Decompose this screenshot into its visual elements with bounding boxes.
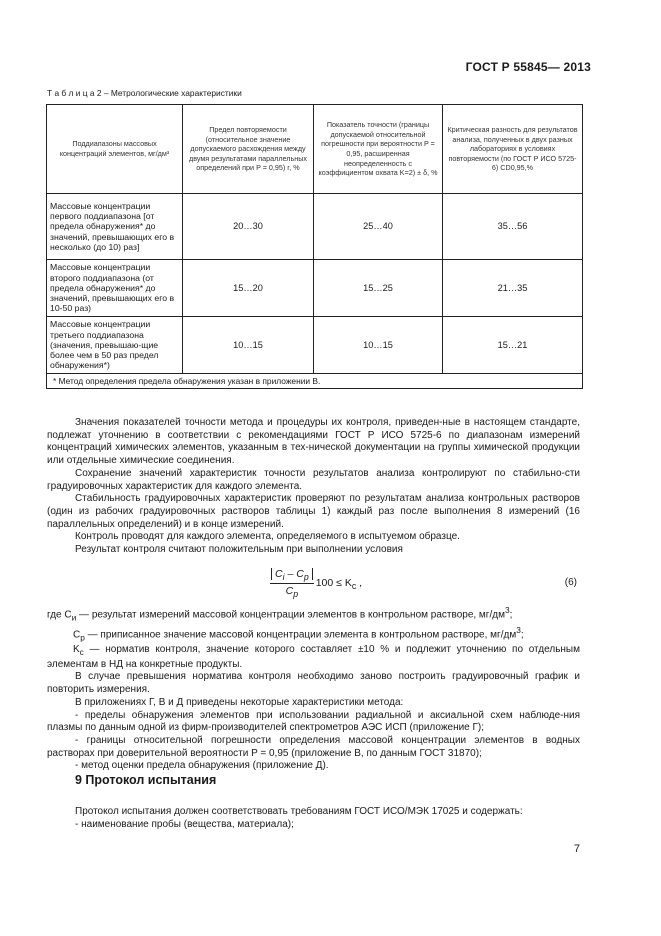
row-label: Массовые концентрации первого поддиапазона [от предела обнаружения* до значений, превышающих его в несколько (до 10) раз] xyxy=(47,194,183,260)
cell-repeatability: 15…20 xyxy=(183,260,314,317)
definition-text: — приписанное значение массовой концентрации элемента в контрольном растворе, мг/дм xyxy=(84,629,517,641)
formula-6 xyxy=(270,568,362,599)
definition-line xyxy=(47,604,580,624)
formula-text: 100 ≤ K xyxy=(315,576,352,589)
table-caption: Т а б л и ц а 2 – Метрологические характеристики xyxy=(47,88,242,98)
formula-subscript: p xyxy=(303,572,309,583)
formula-numerator xyxy=(270,568,314,584)
paragraph: Стабильность градуировочных характеристик проверяют по результатам анализа контрольных растворов (один из рабочих градуировочных растворов таблицы 1) каждый раз после выполнения 8 измерений (16 параллельных определений) и в конце измерений. xyxy=(47,493,580,530)
col-header-ranges: Поддиапазоны массовых концентраций элементов, мг/дм³ xyxy=(47,105,183,194)
paragraph: В случае превышения норматива контроля необходимо заново построить градуировочный график и повторить измерения. xyxy=(47,671,580,696)
metrology-table xyxy=(46,104,583,389)
row-label: Массовые концентрации второго поддиапазона (от предела обнаружения* до значений, превышающих его в 10-50 раз) xyxy=(47,260,183,317)
paragraph: Результат контроля считают положительным при выполнении условия xyxy=(75,544,403,556)
list-item: - метод оценки предела обнаружения (приложение Д). xyxy=(75,760,329,772)
formula-number: (6) xyxy=(564,577,577,588)
definition-line xyxy=(47,624,580,644)
definition-superscript: 3 xyxy=(504,605,510,615)
cell-repeatability: 10…15 xyxy=(183,317,314,374)
list-item: - наименование пробы (вещества, материала); xyxy=(75,818,294,830)
col-header-critical-difference: Критическая разность для результатов анализа, полученных в двух разных лабораториях в условиях повторяемости (по ГОСТ Р ИСО 5725-6) CD0,95,% xyxy=(443,105,583,194)
row-label: Массовые концентрации третьего поддиапазона (значения, превышаю-щие более чем в 50 раз предел обнаружения*) xyxy=(47,317,183,374)
paragraph: Протокол испытания должен соответствовать требованиям ГОСТ ИСО/МЭК 17025 и содержать: xyxy=(75,806,523,817)
col-header-accuracy: Показатель точности (границы допускаемой относительной погрешности при вероятности P = 0,95, расширенная неопределенность с коэффициентом охвата K=2) ± δ, % xyxy=(314,105,443,194)
document-header: ГОСТ Р 55845— 2013 xyxy=(465,60,591,74)
body-text-block-3 xyxy=(47,806,580,831)
paragraph: В приложениях Г, В и Д приведены некоторые характеристики метода: xyxy=(75,696,404,708)
definition-line xyxy=(47,644,580,671)
cell-critical-difference: 21…35 xyxy=(443,260,583,317)
definition-text: ; xyxy=(509,609,513,621)
cell-critical-difference: 35…56 xyxy=(443,194,583,260)
cell-accuracy: 25…40 xyxy=(314,194,443,260)
page-number: 7 xyxy=(573,843,580,855)
paragraph: Сохранение значений характеристик точности результатов анализа контролируют по стабильно-сти градуировочных характеристик для каждого элемента. xyxy=(47,467,580,492)
definition-subscript: и xyxy=(71,612,77,623)
body-text-block-2 xyxy=(47,604,580,773)
table-row xyxy=(47,194,583,260)
definition-text: — норматив контроля, значение которого составляет ±10 % и подлежит уточнению по отдельным элементам в НД на конкретные продукты. xyxy=(47,644,580,670)
section-heading: 9 Протокол испытания xyxy=(75,773,217,787)
definition-symbol: где C xyxy=(47,609,72,621)
formula-subscript: i xyxy=(282,572,285,583)
col-header-repeatability: Предел повторяемости (относительное значение допускаемого расхождения между двумя результатами параллельных определений при P = 0,95) r, % xyxy=(183,105,314,194)
definition-subscript: p xyxy=(80,632,85,643)
body-text-block-1 xyxy=(47,417,580,557)
formula-symbol: C xyxy=(285,585,294,598)
formula-subscript: p xyxy=(293,589,299,600)
table-row xyxy=(47,317,583,374)
formula-denominator xyxy=(270,584,314,599)
definition-text: — результат измерений массовой концентрации элементов в контрольном растворе, мг/дм xyxy=(76,609,505,621)
definition-text: ; xyxy=(520,629,524,641)
definition-superscript: 3 xyxy=(516,625,521,636)
formula-text: , xyxy=(356,576,363,589)
table-row xyxy=(47,260,583,317)
table-footnote: * Метод определения предела обнаружения указан в приложении В. xyxy=(47,374,583,389)
table-header-row xyxy=(47,105,583,194)
formula-operator: – xyxy=(284,568,297,580)
formula-subscript: c xyxy=(351,580,357,591)
cell-critical-difference: 15…21 xyxy=(443,317,583,374)
list-item: - границы относительной погрешности определения массовой концентрации элементов в водных растворах при доверительной вероятности P = 0,95 (приложение В, по данным ГОСТ 31870); xyxy=(47,734,580,759)
paragraph: Значения показателей точности метода и процедуры их контроля, приведен-ные в настоящем стандарте, подлежат уточнению в соответствии с рекомендациями ГОСТ Р ИСО 5725-6 по диапазонам измерений концентраций химических элементов, указанным в тех-нической документации на группы химической продукции или отдельные химические соединения. xyxy=(47,417,580,467)
table-footnote-row xyxy=(47,374,583,389)
cell-accuracy: 15…25 xyxy=(314,260,443,317)
paragraph: Контроль проводят для каждого элемента, определяемого в испытуемом образце. xyxy=(75,531,460,543)
formula-symbol: C xyxy=(296,568,304,580)
definition-symbol: K xyxy=(73,644,80,656)
formula-tail xyxy=(316,577,362,589)
formula-fraction xyxy=(270,568,314,599)
definition-symbol: C xyxy=(73,629,81,641)
cell-accuracy: 10…15 xyxy=(314,317,443,374)
definition-subscript: c xyxy=(79,647,84,658)
formula-symbol: C xyxy=(275,568,283,580)
cell-repeatability: 20…30 xyxy=(183,194,314,260)
list-item: - пределы обнаружения элементов при использовании радиальной и аксиальной схем наблюде-ния плазмы по данным одной из фирм-производителей спектрометров АЭС ИСП (приложение Г); xyxy=(47,709,580,734)
